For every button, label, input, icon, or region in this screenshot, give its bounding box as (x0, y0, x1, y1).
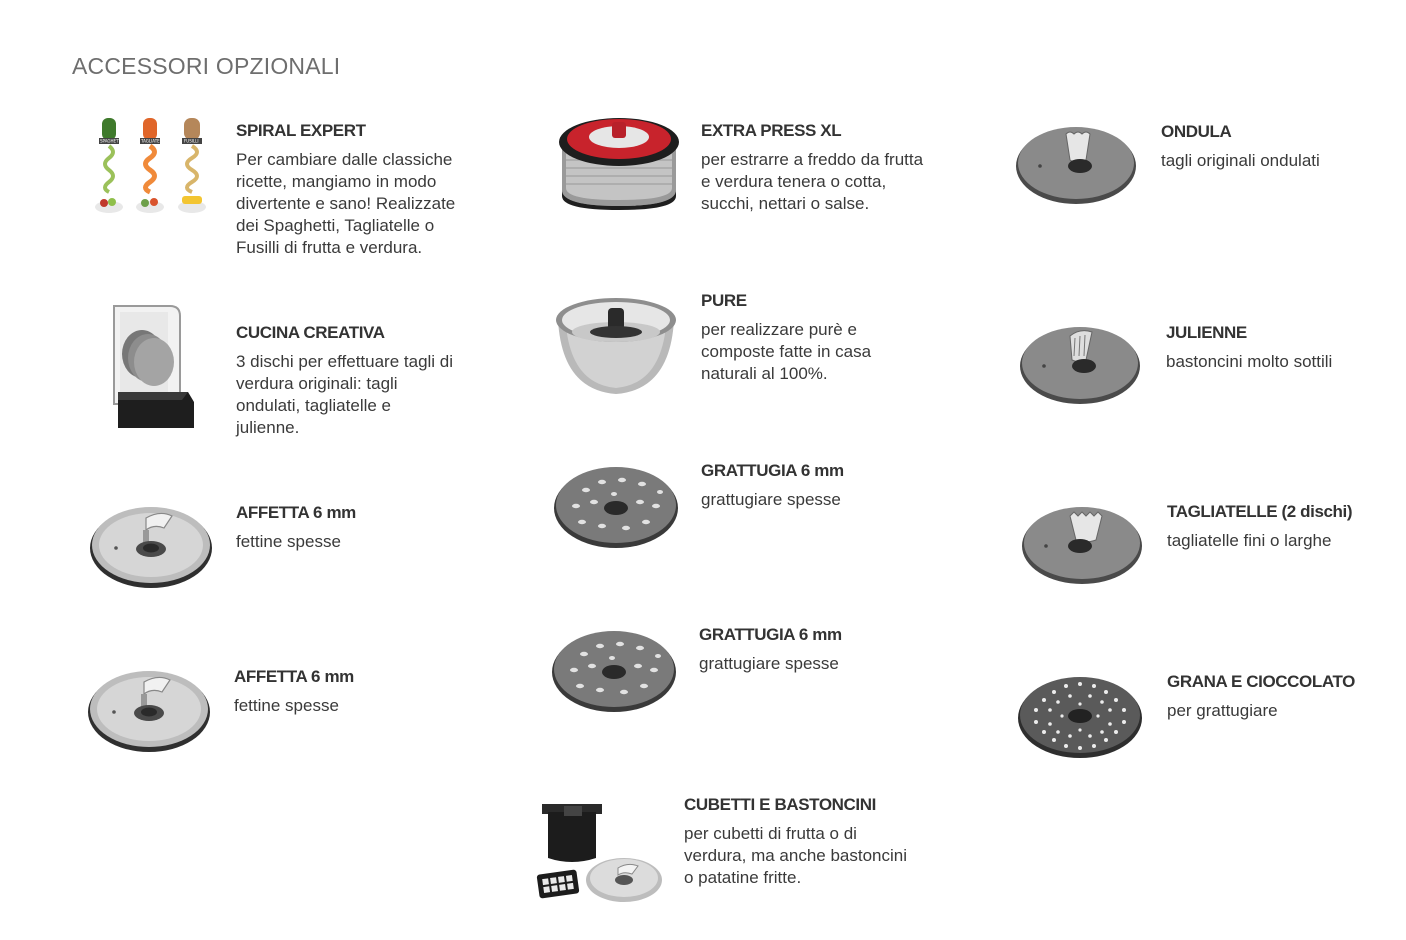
product-affetta-6mm (236, 503, 356, 553)
tagliatelle-disc-icon (1020, 502, 1144, 588)
product-description: fettine spesse (236, 532, 341, 551)
product-title: CUBETTI E BASTONCINI (684, 795, 876, 814)
grater-disc-icon (552, 460, 680, 550)
slicing-disc-icon (86, 666, 212, 754)
product-title: GRANA E CIOCCOLATO (1167, 672, 1355, 691)
product-title: GRATTUGIA 6 mm (699, 625, 842, 644)
wave-disc-icon (1014, 122, 1138, 208)
product-title: TAGLIATELLE (2 dischi) (1167, 502, 1353, 521)
product-title: CUCINA CREATIVA (236, 323, 385, 342)
product-title: AFFETTA 6 mm (236, 503, 356, 522)
product-description: per grattugiare (1167, 701, 1278, 720)
product-grana-cioccolato (1167, 672, 1355, 722)
extra-press-icon (556, 112, 682, 212)
dicing-kit-icon (534, 798, 664, 906)
product-title: PURE (701, 291, 747, 310)
product-description: tagli originali ondulati (1161, 151, 1320, 170)
product-description: Per cambiare dalle classiche ricette, mangiamo in modo divertente e sano! Realizzate dei Spaghetti, Tagliatelle o Fusilli di frutta e verdura. (236, 150, 456, 257)
product-extra-press-xl (701, 121, 923, 215)
product-julienne (1166, 323, 1332, 373)
product-description: grattugiare spesse (701, 490, 841, 509)
product-description: grattugiare spesse (699, 654, 839, 673)
product-title: GRATTUGIA 6 mm (701, 461, 844, 480)
product-title: JULIENNE (1166, 323, 1247, 342)
product-description: fettine spesse (234, 696, 339, 715)
product-cubetti-bastoncini (684, 795, 907, 889)
product-description: tagliatelle fini o larghe (1167, 531, 1332, 550)
spiral-tag-tagliatelle: TAGLIATELLE (141, 138, 167, 144)
page-title: ACCESSORI OPZIONALI (72, 53, 341, 80)
product-spiral-expert (236, 121, 455, 259)
product-title: ONDULA (1161, 122, 1232, 141)
grater-disc-icon (550, 624, 678, 714)
disc-storage-box-icon (104, 302, 199, 434)
product-grattugia-6mm (701, 461, 844, 511)
product-grattugia-6mm-2 (699, 625, 842, 675)
product-title: SPIRAL EXPERT (236, 121, 366, 140)
product-description: bastoncini molto sottili (1166, 352, 1333, 371)
product-description: per estrarre a freddo da frutta e verdura tenera o cotta, succhi, nettari o salse. (701, 150, 924, 213)
spiral-expert-icon (90, 112, 215, 222)
spiral-tag-fusilli: FUSILLI (184, 138, 199, 144)
julienne-disc-icon (1018, 322, 1142, 408)
product-title: EXTRA PRESS XL (701, 121, 842, 140)
product-ondula (1161, 122, 1320, 172)
puree-bowl-icon (552, 292, 680, 400)
product-pure (701, 291, 871, 385)
slicing-disc-icon (88, 502, 214, 590)
product-cucina-creativa (236, 323, 453, 439)
product-description: per realizzare purè e composte fatte in casa naturali al 100%. (701, 320, 872, 383)
spiral-tag-spaghetti: SPAGHETTI (100, 138, 122, 144)
product-description: 3 dischi per effettuare tagli di verdura originali: tagli ondulati, tagliatelle e julienne. (236, 352, 454, 437)
fine-grater-disc-icon (1016, 670, 1144, 760)
product-description: per cubetti di frutta o di verdura, ma anche bastoncini o patatine fritte. (684, 824, 908, 887)
product-tagliatelle (1167, 502, 1352, 552)
product-title: AFFETTA 6 mm (234, 667, 354, 686)
product-affetta-6mm-2 (234, 667, 354, 717)
